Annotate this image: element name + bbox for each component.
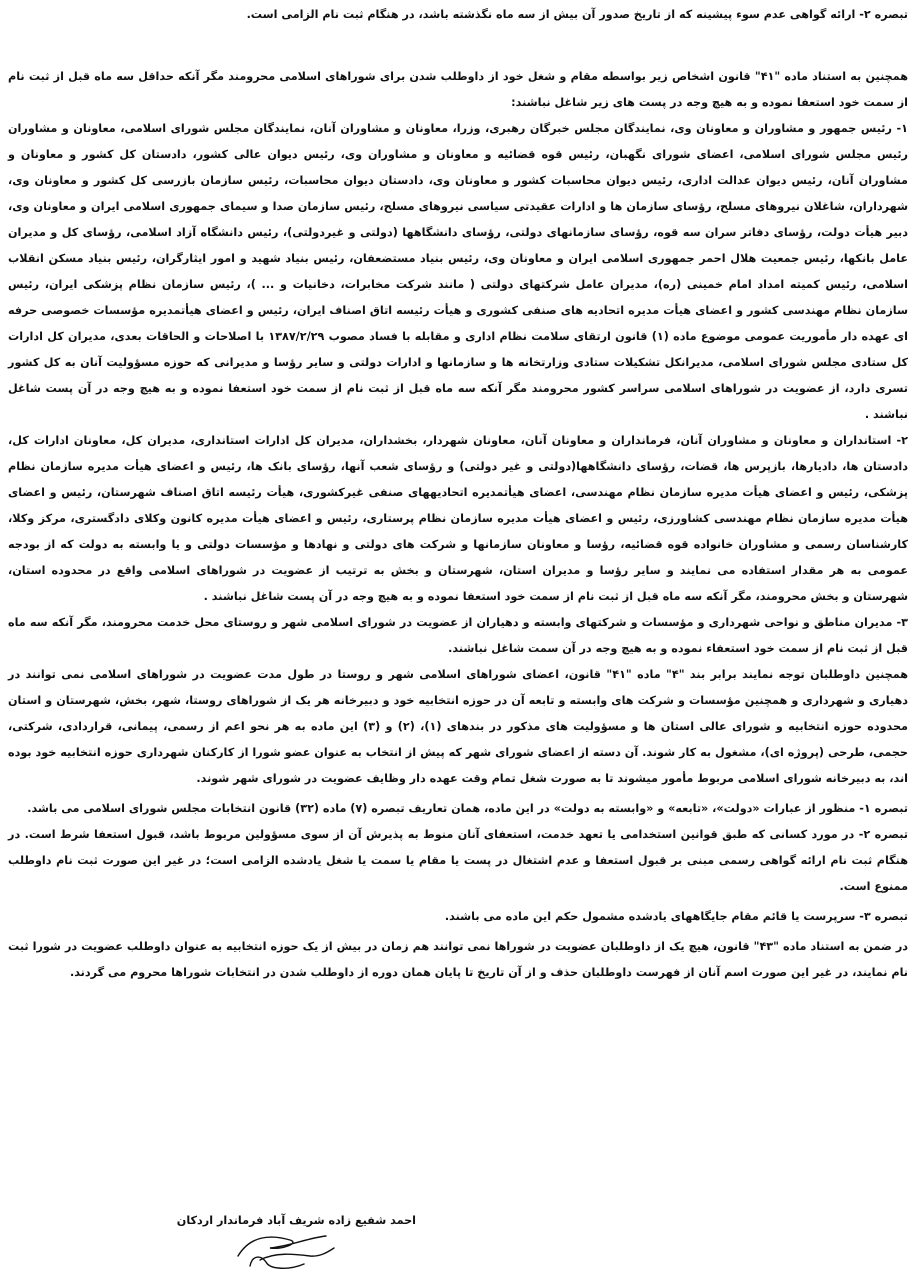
article-41-item-4: همچنین داوطلبان توجه نمایند برابر بند "۴" ماده "۴۱" قانون، اعضای شوراهای اسلامی شهر و روستا در طول مدت عضویت در شوراهای اسلامی نمی توانند در دهیاری و شهرداری و همچنین مؤسسات و شرکت های وابسته و تابعه آن در حوزه انتخابیه خود و دبیرخانه هر یک از شوراهای روستا، شهر، بخش، شهرستان و استان محدوده حوزه انتخابیه و شورای عالی استان ها و مسؤولیت های مذکور در بندهای (۱)، (۲) و (۳) این ماده به هر نحو اعم از رسمی، پیمانی، قراردادی، شرکتی، حجمی، طرحی (پروژه ای)، مشغول به کار شوند. آن دسته از اعضای شورای شهر که پیش از انتخاب به عنوان عضو شورا از کارکنان شهرداری حوزه انتخابیه خود بوده اند، به دبیرخانه شورای اسلامی مربوط مأمور میشوند تا به صورت شغل تمام وقت عهده دار وظایف عضویت در شورای شهر شوند. xyxy=(8,668,908,785)
article-41-intro: همچنین به استناد ماده "۴۱" قانون اشخاص زیر بواسطه مقام و شغل خود از داوطلب شدن برای شوراهای اسلامی محرومند مگر آنکه حداقل سه ماه قبل از ثبت نام از سمت خود استعفا نموده و به هیچ وجه در پست های زیر شاغل نباشند: xyxy=(8,70,908,109)
clause-3-municipal-managers: ۳- مدیران مناطق و نواحی شهرداری و مؤسسات و شرکتهای وابسته و دهیاران از عضویت در شورای اسلامی شهر و روستای محل خدمت محرومند، مگر آنکه سه ماه قبل از ثبت نام از سمت خود استعفاء نموده و به هیچ وجه در آن سمت شاغل نباشند. xyxy=(8,616,908,655)
note-2-clearance: تبصره ۲- ارائه گواهی عدم سوء پیشینه که از تاریخ صدور آن بیش از سه ماه نگذشته باشد، در هنگام ثبت نام الزامی است. xyxy=(246,8,908,21)
note-1-definitions: تبصره ۱- منظور از عبارات «دولت»، «تابعه» و «وابسته به دولت» در این ماده، همان تعاریف تبصره (۷) ماده (۳۲) قانون انتخابات مجلس شورای اسلامی می باشد. xyxy=(27,802,908,815)
clause-2-provincial-officials: ۲- استانداران و معاونان و مشاوران آنان، فرمانداران و معاونان آنان، معاونان شهردار، بخشداران، مدیران کل ادارات استانداری، مدیران کل، معاونان ادارات کل، دادستان ها، دادیارها، بازپرس ها، قضات، رؤسای دانشگاهها(دولتی و غیر دولتی) و رؤسای شعب آنها، رؤسای بانک ها، رئیس و اعضای هیأت مدیره سازمان نظام پزشکی، رئیس و اعضای هیأت مدیره سازمان نظام مهندسی، اعضای هیأتمدیره اتحادیههای صنفی غیرکشوری، هیأت رئیسه اتاق اصناف شهرستان، رئیس و اعضای هیأت مدیره سازمان نظام مهندسی کشاورزی، رئیس و اعضای هیأت مدیره سازمان نظام پرستاری، رئیس و اعضای هیأت مدیره کانون وکلای دادگستری، مرکز وکلا، کارشناسان رسمی و مشاوران خانواده قوه قضائیه، رؤسا و معاونان سازمانها و شرکت های دولتی و نهادها و مؤسسات دولتی و یا وابسته به دولت که از بودجه عمومی به هر مقدار استفاده می نمایند و سایر رؤسا و مدیران استان، شهرستان و بخش به ترتیب از عضویت در شوراهای اسلامی واقع در محدوده استان، شهرستان و بخش محرومند، مگر آنکه سه ماه قبل از ثبت نام از سمت خود استعفا نموده و به هیچ وجه در آن پست شاغل نباشند . xyxy=(8,434,908,603)
handwritten-signature xyxy=(230,1226,340,1274)
clause-1-national-officials: ۱- رئیس جمهور و مشاوران و معاونان وی، نمایندگان مجلس خبرگان رهبری، وزرا، معاونان و مشاوران آنان، نمایندگان مجلس شورای اسلامی، معاونان و مشاوران رئیس مجلس شورای اسلامی، اعضای شورای نگهبان، رئیس قوه قضائیه و معاونان و مشاوران وی، رئیس دیوان عالی کشور، دادستان کل کشور و معاونان و مشاوران آنان، رئیس دیوان عدالت اداری، رئیس دیوان محاسبات کشور و معاونان وی، دادستان دیوان محاسبات، رئیس سازمان بازرسی کل کشور و معاونان وی، شهرداران، شاغلان نیروهای مسلح، رؤسای سازمان ها و ادارات عقیدتی سیاسی نیروهای مسلح، رئیس سازمان صدا و سیمای جمهوری اسلامی ایران و معاونان وی، دبیر هیأت دولت، رؤسای دفاتر سران سه قوه، رؤسای سازمانهای دولتی، رؤسای دانشگاهها (دولتی و غیردولتی)، رئیس دانشگاه آزاد اسلامی، رؤسای کل و مدیران عامل بانکها، رئیس جمعیت هلال احمر جمهوری اسلامی ایران و معاونان وی، رئیس بنیاد مستضعفان، رئیس بنیاد شهید و امور ایثارگران، رئیس بنیاد مسکن انقلاب اسلامی، رئیس کمیته امداد امام خمینی (ره)، مدیران عامل شرکتهای دولتی ( مانند شرکت مخابرات، دخانیات و ... )، رئیس سازمان نظام پزشکی ایران، رئیس سازمان نظام مهندسی کشور و اعضای هیأت مدیره اتحادیه های صنفی کشوری و هیأت رئیسه اتاق اصناف ایران، رئیس و اعضای هیأتمدیره مؤسسات خصوصی حرفه ای عهده دار مأموریت عمومی موضوع ماده (۱) قانون ارتقای سلامت نظام اداری و مقابله با فساد مصوب ۱۳۸۷/۲/۲۹ با اصلاحات و الحاقات بعدی، مدیران کل ادارات کل ستادی مجلس شورای اسلامی، مدیرانکل تشکیلات ستادی وزارتخانه ها و سازمانها و ادارات دولتی و سایر رؤسا و مدیرانی که حوزه مسؤولیت آنان به کل کشور تسری دارد، از عضویت در شوراهای اسلامی سراسر کشور محرومند مگر آنکه سه ماه قبل از ثبت نام از سمت خود استعفا نموده و به هیچ وجه در آن پست شاغل نباشند . xyxy=(8,122,908,421)
note-3-acting-heads: تبصره ۳- سرپرست یا قائم مقام جایگاههای یادشده مشمول حکم این ماده می باشند. xyxy=(444,910,908,923)
note-2-resignation: تبصره ۲- در مورد کسانی که طبق قوانین استخدامی یا تعهد خدمت، استعفای آنان منوط به پذیرش آن از سوی مسؤولین مربوط باشد، قبول استعفا شرط است. در هنگام ثبت نام ارائه گواهی رسمی مبنی بر قبول استعفا و عدم اشتغال در پست یا مقام یا سمت یا شغل یادشده الزامی است؛ در غیر این صورت ثبت نام داوطلب ممنوع است. xyxy=(8,828,908,893)
document-page xyxy=(8,2,908,1272)
article-43-paragraph: در ضمن به استناد ماده "۴۳" قانون، هیچ یک از داوطلبان عضویت در شوراها نمی توانند هم زمان در بیش از یک حوزه انتخابیه به عنوان داوطلب عضویت در شورا ثبت نام نمایند، در غیر این صورت اسم آنان از فهرست داوطلبان حذف و از آن تاریخ تا پایان همان دوره از داوطلب شدن در انتخابات شوراها محروم می گردند. xyxy=(8,940,909,979)
signatory-name: احمد شفیع زاده شریف آباد فرماندار اردکان xyxy=(176,1214,416,1227)
